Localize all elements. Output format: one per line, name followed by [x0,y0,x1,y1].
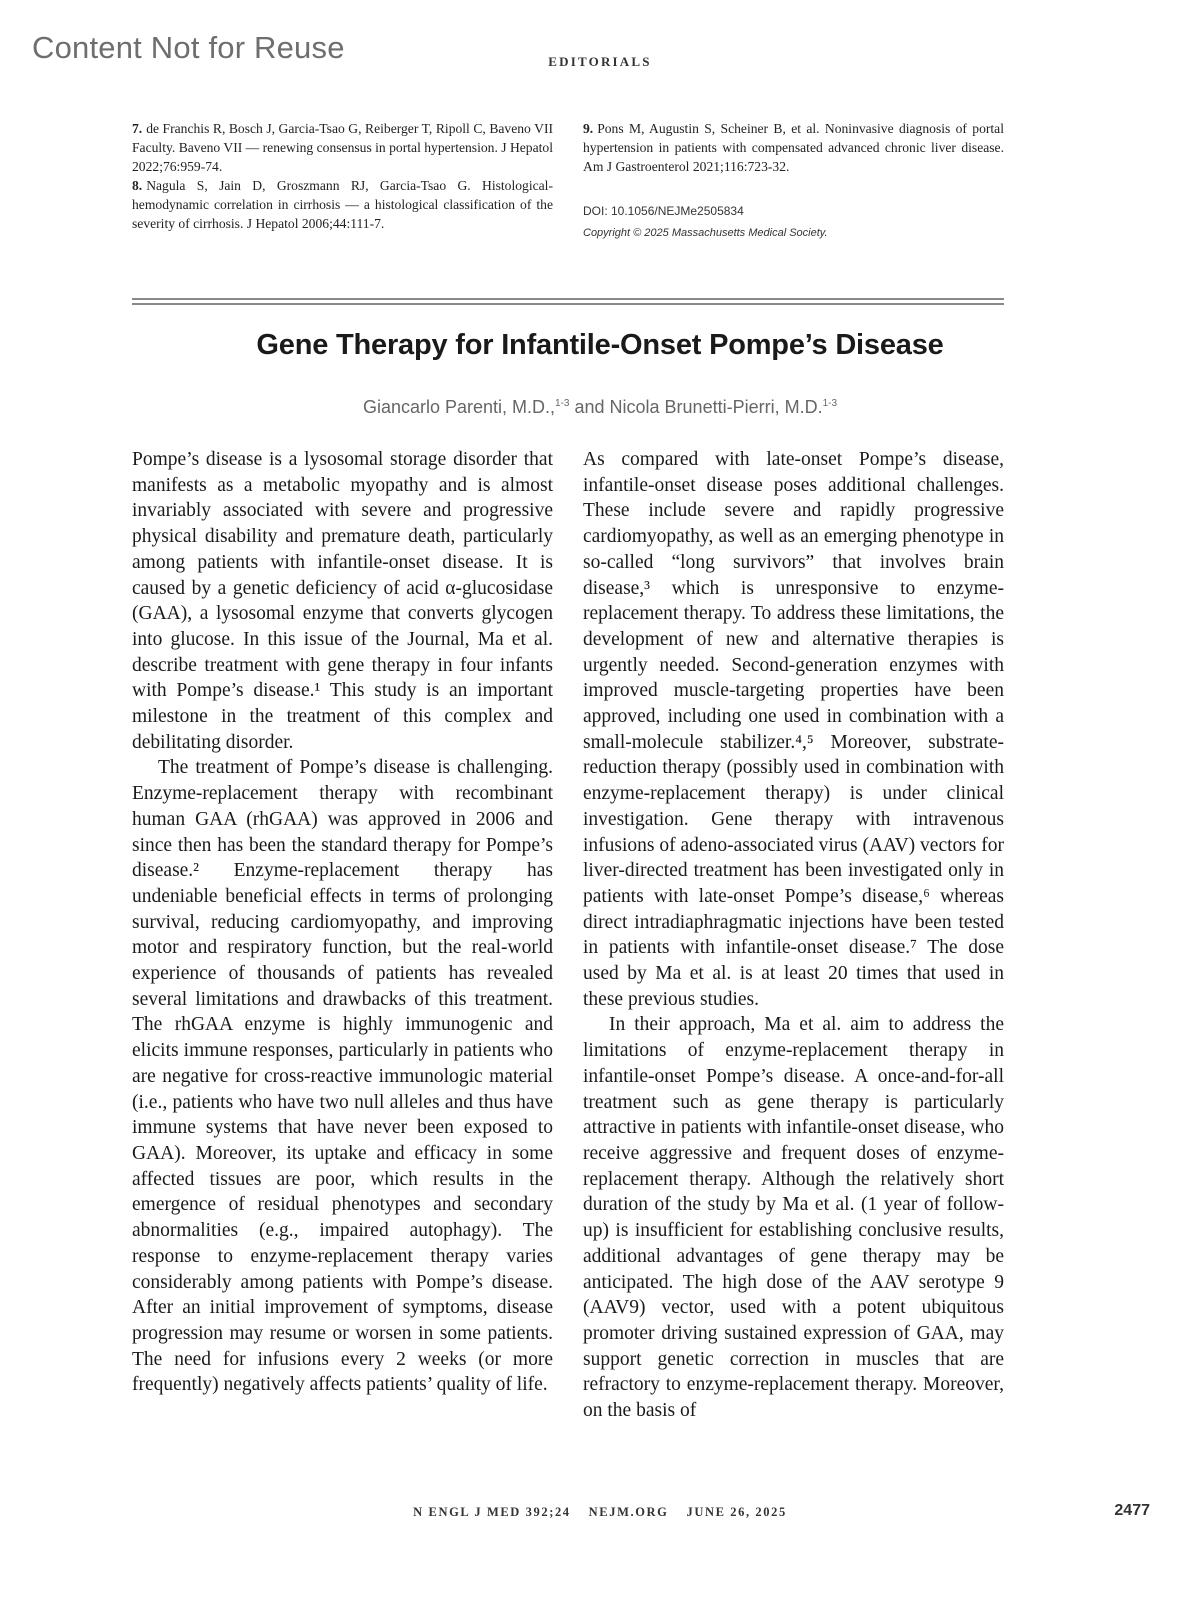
reference-list [132,119,1004,243]
footer-site-link[interactable]: NEJM.ORG [588,1505,669,1519]
body-column-left [132,447,553,1424]
author-separator: and [569,397,610,417]
reference-text: Nagula S, Jain D, Groszmann RJ, Garcia-Tsao G. Histological-hemodynamic correlation in cirrhosis — a histological classification of the severity of cirrhosis. J Hepatol 2006;44:111-7. [132,178,553,231]
reference-item [132,119,553,176]
author-name: Giancarlo Parenti, M.D., [362,397,556,417]
reference-item [583,119,1004,176]
watermark: Content Not for Reuse [32,30,345,65]
reference-text: Pons M, Augustin S, Scheiner B, et al. Noninvasive diagnosis of portal hypertension in patients with compensated advanced chronic liver disease. Am J Gastroenterol 2021;116:723-32. [583,121,1004,174]
body-paragraph: In their approach, Ma et al. aim to address the limitations of enzyme-replacement therapy in infantile-onset Pompe’s disease. A once-and-for-all treatment such as gene therapy is particularly attractive in patients with infantile-onset disease, who receive aggressive and frequent doses of enzyme-replacement therapy. Although the relatively short duration of the study by Ma et al. (1 year of follow-up) is insufficient for establishing conclusive results, additional advantages of gene therapy may be anticipated. The high dose of the AAV serotype 9 (AAV9) vector, used with a potent ubiquitous promoter driving sustained expression of GAA, may support genetic correction in muscles that are refractory to enzyme-replacement therapy. Moreover, on the basis of [583,1014,1004,1422]
author-affiliation: 1-3 [555,398,570,409]
footer-date: JUNE 26, 2025 [686,1505,787,1519]
section-divider [132,298,1004,305]
article-authors [0,397,1200,418]
body-paragraph: The treatment of Pompe’s disease is challenging. Enzyme-replacement therapy with recombinant human GAA (rhGAA) was approved in 2006 and since then has been the standard therapy for Pompe’s disease.² Enzyme-replacement therapy has undeniable beneficial effects in terms of prolonging survival, reducing cardiomyopathy, and improving motor and respiratory function, but the real-world experience of thousands of patients has revealed several limitations and drawbacks of this treatment. The rhGAA enzyme is highly immunogenic and elicits immune responses, particularly in patients who are negative for cross-reactive immunologic material (i.e., patients who have two null alleles and thus have immune systems that have never been exposed to GAA). Moreover, its uptake and efficacy in some affected tissues are poor, which results in the emergence of residual phenotypes and secondary abnormalities (e.g., impaired autophagy). The response to enzyme-replacement therapy varies considerably among patients with Pompe’s disease. After an initial improvement of symptoms, disease progression may resume or worsen in some patients. The need for infusions every 2 weeks (or more frequently) negatively affects patients’ quality of life. [132,757,553,1396]
page-number: 2477 [1114,1502,1150,1519]
body-paragraph: Pompe’s disease is a lysosomal storage disorder that manifests as a metabolic myopathy and is almost invariably associated with severe and progressive physical disability and premature death, particularly among patients with infantile-onset disease. It is caused by a genetic deficiency of acid α-glucosidase (GAA), a lysosomal enzyme that converts glycogen into glucose. In this issue of the Journal, Ma et al. describe treatment with gene therapy in four infants with Pompe’s disease.¹ This study is an important milestone in the treatment of this complex and debilitating disorder. [132,449,553,753]
doi-link[interactable]: DOI: 10.1056/NEJMe2505834 [583,204,744,218]
body-paragraph: As compared with late-onset Pompe’s disease, infantile-onset disease poses additional challenges. These include severe and rapidly progressive cardiomyopathy, as well as an emerging phenotype in so-called “long survivors” that involves brain disease,³ which is unresponsive to enzyme-replacement therapy. To address these limitations, the development of new and alternative therapies is urgently needed. Second-generation enzymes with improved muscle-targeting properties have been approved, including one used in combination with a small-molecule stabilizer.⁴,⁵ Moreover, substrate-reduction therapy (possibly used in combination with enzyme-replacement therapy) is under clinical investigation. Gene therapy with intravenous infusions of adeno-associated virus (AAV) vectors for liver-directed treatment has been investigated only in patients with late-onset Pompe’s disease,⁶ whereas direct intradiaphragmatic injections have been tested in patients with infantile-onset disease.⁷ The dose used by Ma et al. is at least 20 times that used in these previous studies. [583,449,1004,1010]
copyright-notice: Copyright © 2025 Massachusetts Medical Society. [583,227,828,239]
reference-text: de Franchis R, Bosch J, Garcia-Tsao G, Reiberger T, Ripoll C, Baveno VII Faculty. Baveno VII — renewing consensus in portal hypertension. J Hepatol 2022;76:959-74. [132,121,553,174]
footer-journal: N ENGL J MED 392;24 [413,1505,571,1519]
running-head: EDITORIALS [548,54,652,69]
body-column-right [583,447,1004,1424]
page-footer [0,1505,1200,1520]
reference-number: 9. [583,121,594,136]
article-body [132,447,1004,1424]
reference-column-right [583,119,1004,243]
article-title: Gene Therapy for Infantile-Onset Pompe’s Disease [256,329,944,361]
reference-number: 7. [132,121,143,136]
reference-number: 8. [132,178,143,193]
reference-item [132,176,553,233]
author-affiliation: 1-3 [822,398,838,409]
author-name: Nicola Brunetti-Pierri, M.D. [609,397,823,417]
reference-column-left [132,119,553,243]
